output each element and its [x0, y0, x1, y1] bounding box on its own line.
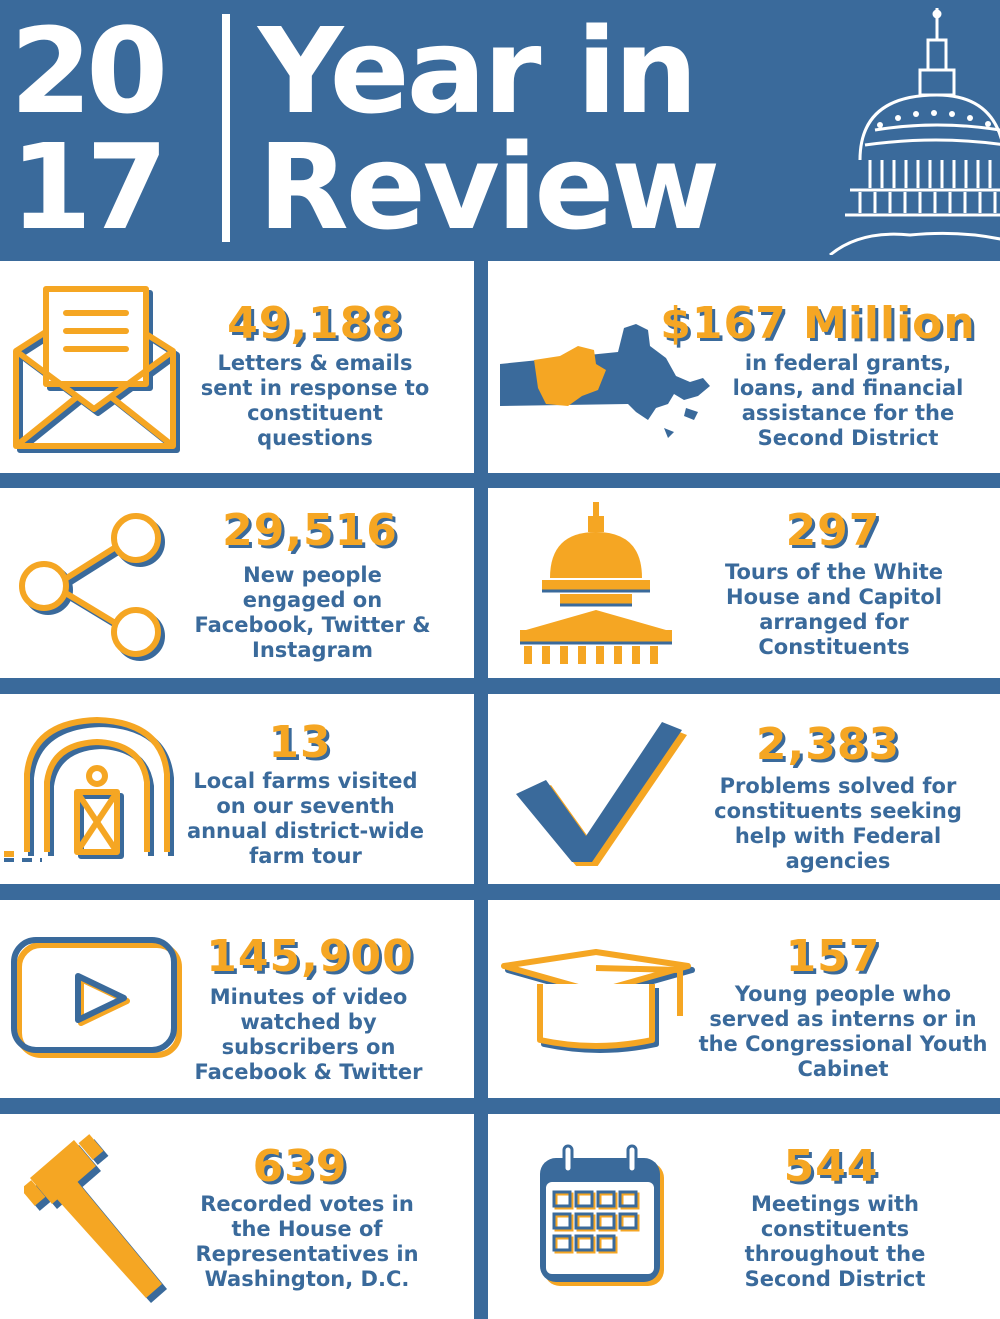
stat-panel-social [0, 488, 474, 678]
stat-number: $167 Million [660, 298, 976, 349]
stat-number: 2,383 [755, 719, 901, 770]
stat-number: 145,900 [206, 931, 414, 982]
stat-description: Minutes of video watched by subscribers on Facebook & Twitter [194, 985, 423, 1084]
calendar-icon [534, 1140, 669, 1290]
stat-number: 49,188 [227, 298, 403, 349]
stat-number: 544 [783, 1141, 879, 1192]
stat-description: Young people who served as interns or in the Congressional Youth Cabinet [698, 982, 988, 1081]
stat-description: in federal grants, loans, and financial assistance for the Second District [732, 351, 964, 450]
stat-panel-meetings [488, 1114, 1000, 1319]
stat-panel-interns [488, 900, 1000, 1098]
year-first-half: 20 [10, 2, 163, 140]
stat-panel-letters [0, 261, 474, 473]
checkmark-icon [510, 716, 690, 866]
capitol-dome-icon [820, 0, 1000, 255]
header-divider [222, 14, 230, 242]
stat-description: Letters & emails sent in response to constituent questions [200, 351, 430, 450]
stat-description: New people engaged on Facebook, Twitter & Instagram [194, 563, 431, 662]
stat-number: 297 [785, 505, 881, 556]
stat-number: 29,516 [222, 505, 398, 556]
header-banner [0, 0, 1000, 255]
stat-panel-farms [0, 694, 474, 884]
year-second-half: 17 [10, 118, 163, 255]
gavel-icon [24, 1134, 174, 1314]
graduation-cap-icon [500, 948, 695, 1058]
stat-number: 157 [785, 931, 881, 982]
title-line-2: Review [258, 118, 718, 255]
stat-panel-votes [0, 1114, 474, 1319]
stat-description: Problems solved for constituents seeking help with Federal agencies [714, 774, 962, 873]
stat-number: 13 [268, 717, 332, 768]
capitol-building-icon [516, 500, 676, 665]
stat-description: Local farms visited on our seventh annual district-wide farm tour [186, 769, 425, 868]
stat-number: 639 [252, 1141, 348, 1192]
video-play-icon [10, 936, 185, 1061]
barn-icon [2, 712, 182, 862]
envelope-icon [8, 281, 183, 456]
stat-panel-video [0, 900, 474, 1098]
stat-panel-grants [488, 261, 1000, 473]
stat-panel-tours [488, 488, 1000, 678]
stat-description: Meetings with constituents throughout the Second District [744, 1192, 926, 1291]
title-line-1: Year in [258, 2, 695, 140]
stat-description: Tours of the White House and Capitol arranged for Constituents [724, 560, 944, 659]
stat-description: Recorded votes in the House of Representatives in Washington, D.C. [195, 1192, 419, 1291]
stat-panel-problems [488, 694, 1000, 884]
share-icon [14, 508, 174, 663]
